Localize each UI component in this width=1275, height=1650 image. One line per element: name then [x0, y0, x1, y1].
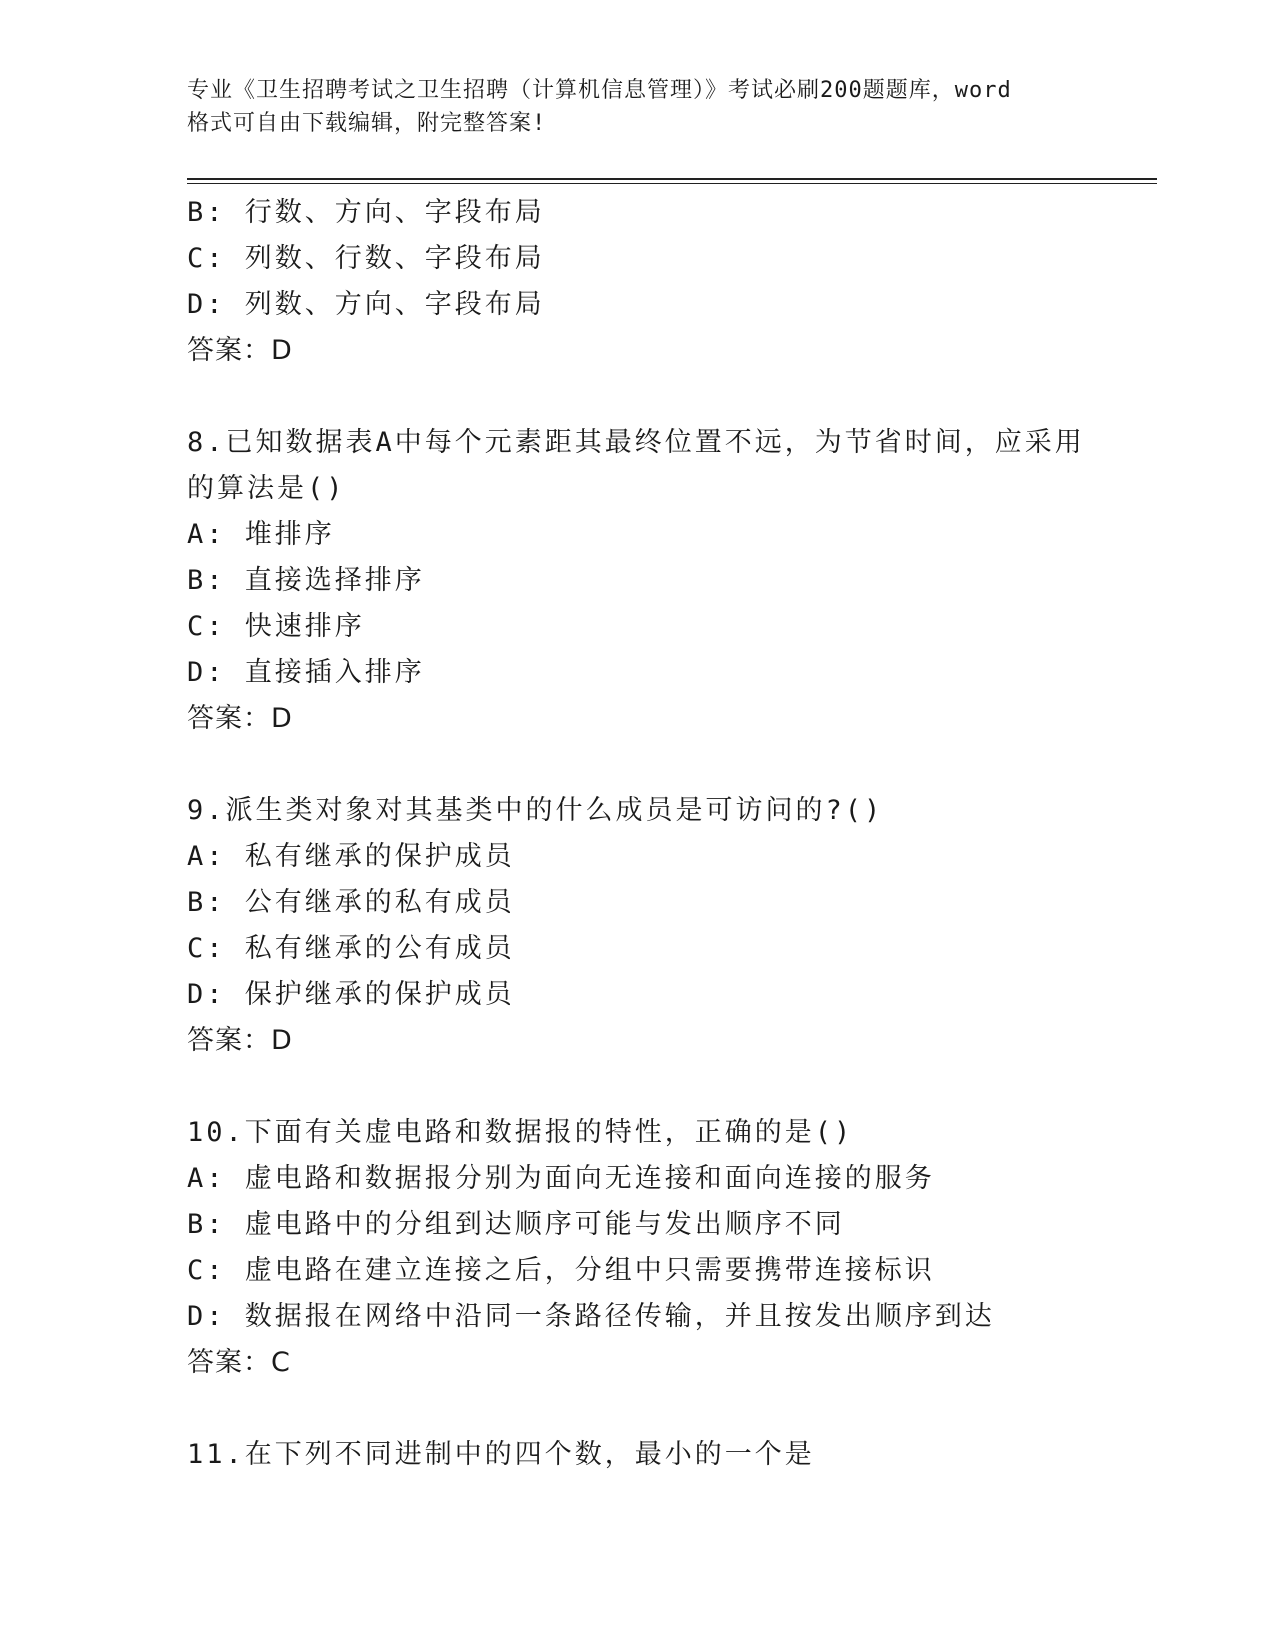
question-stem: 10.下面有关虚电路和数据报的特性，正确的是(): [187, 1117, 854, 1148]
option-b: B: 虚电路中的分组到达顺序可能与发出顺序不同: [187, 1209, 845, 1240]
spacer: [187, 742, 1147, 788]
spacer: [187, 1064, 1147, 1110]
answer-line: 答案：D: [187, 1025, 293, 1056]
header-divider-thick: [187, 178, 1157, 180]
option-a: A: 私有继承的保护成员: [187, 841, 515, 872]
header-line-2: 格式可自由下载编辑，附完整答案!: [187, 111, 547, 136]
header-line-1: 专业《卫生招聘考试之卫生招聘（计算机信息管理）》考试必刷200题题库，word: [187, 78, 1012, 103]
document-header: [187, 74, 1087, 140]
question-stem: 9.派生类对象对其基类中的什么成员是可访问的?(): [187, 795, 884, 826]
option-b: B: 直接选择排序: [187, 565, 425, 596]
question-9: [187, 788, 1147, 1064]
option-d: D: 列数、方向、字段布局: [187, 289, 545, 320]
spacer: [187, 1386, 1147, 1432]
spacer: [187, 374, 1147, 420]
option-a: A: 虚电路和数据报分别为面向无连接和面向连接的服务: [187, 1163, 935, 1194]
question-list: [187, 190, 1147, 1478]
option-c: C: 私有继承的公有成员: [187, 933, 515, 964]
option-c: C: 快速排序: [187, 611, 365, 642]
option-b: B: 行数、方向、字段布局: [187, 197, 545, 228]
question-stem: 8.已知数据表A中每个元素距其最终位置不远，为节省时间，应采用: [187, 427, 1085, 458]
option-d: D: 直接插入排序: [187, 657, 425, 688]
answer-line: 答案：D: [187, 703, 293, 734]
option-b: B: 公有继承的私有成员: [187, 887, 515, 918]
option-a: A: 堆排序: [187, 519, 335, 550]
question-stem: 11.在下列不同进制中的四个数，最小的一个是: [187, 1439, 815, 1470]
option-d: D: 数据报在网络中沿同一条路径传输，并且按发出顺序到达: [187, 1301, 995, 1332]
question-8: [187, 420, 1147, 742]
option-d: D: 保护继承的保护成员: [187, 979, 515, 1010]
question-stem-continued: 的算法是(): [187, 473, 346, 504]
option-c: C: 虚电路在建立连接之后，分组中只需要携带连接标识: [187, 1255, 935, 1286]
answer-line: 答案：C: [187, 1347, 291, 1378]
question-7-continued: [187, 190, 1147, 374]
header-divider-thin: [187, 183, 1157, 184]
question-11: [187, 1432, 1147, 1478]
question-10: [187, 1110, 1147, 1386]
option-c: C: 列数、行数、字段布局: [187, 243, 545, 274]
answer-line: 答案：D: [187, 335, 293, 366]
